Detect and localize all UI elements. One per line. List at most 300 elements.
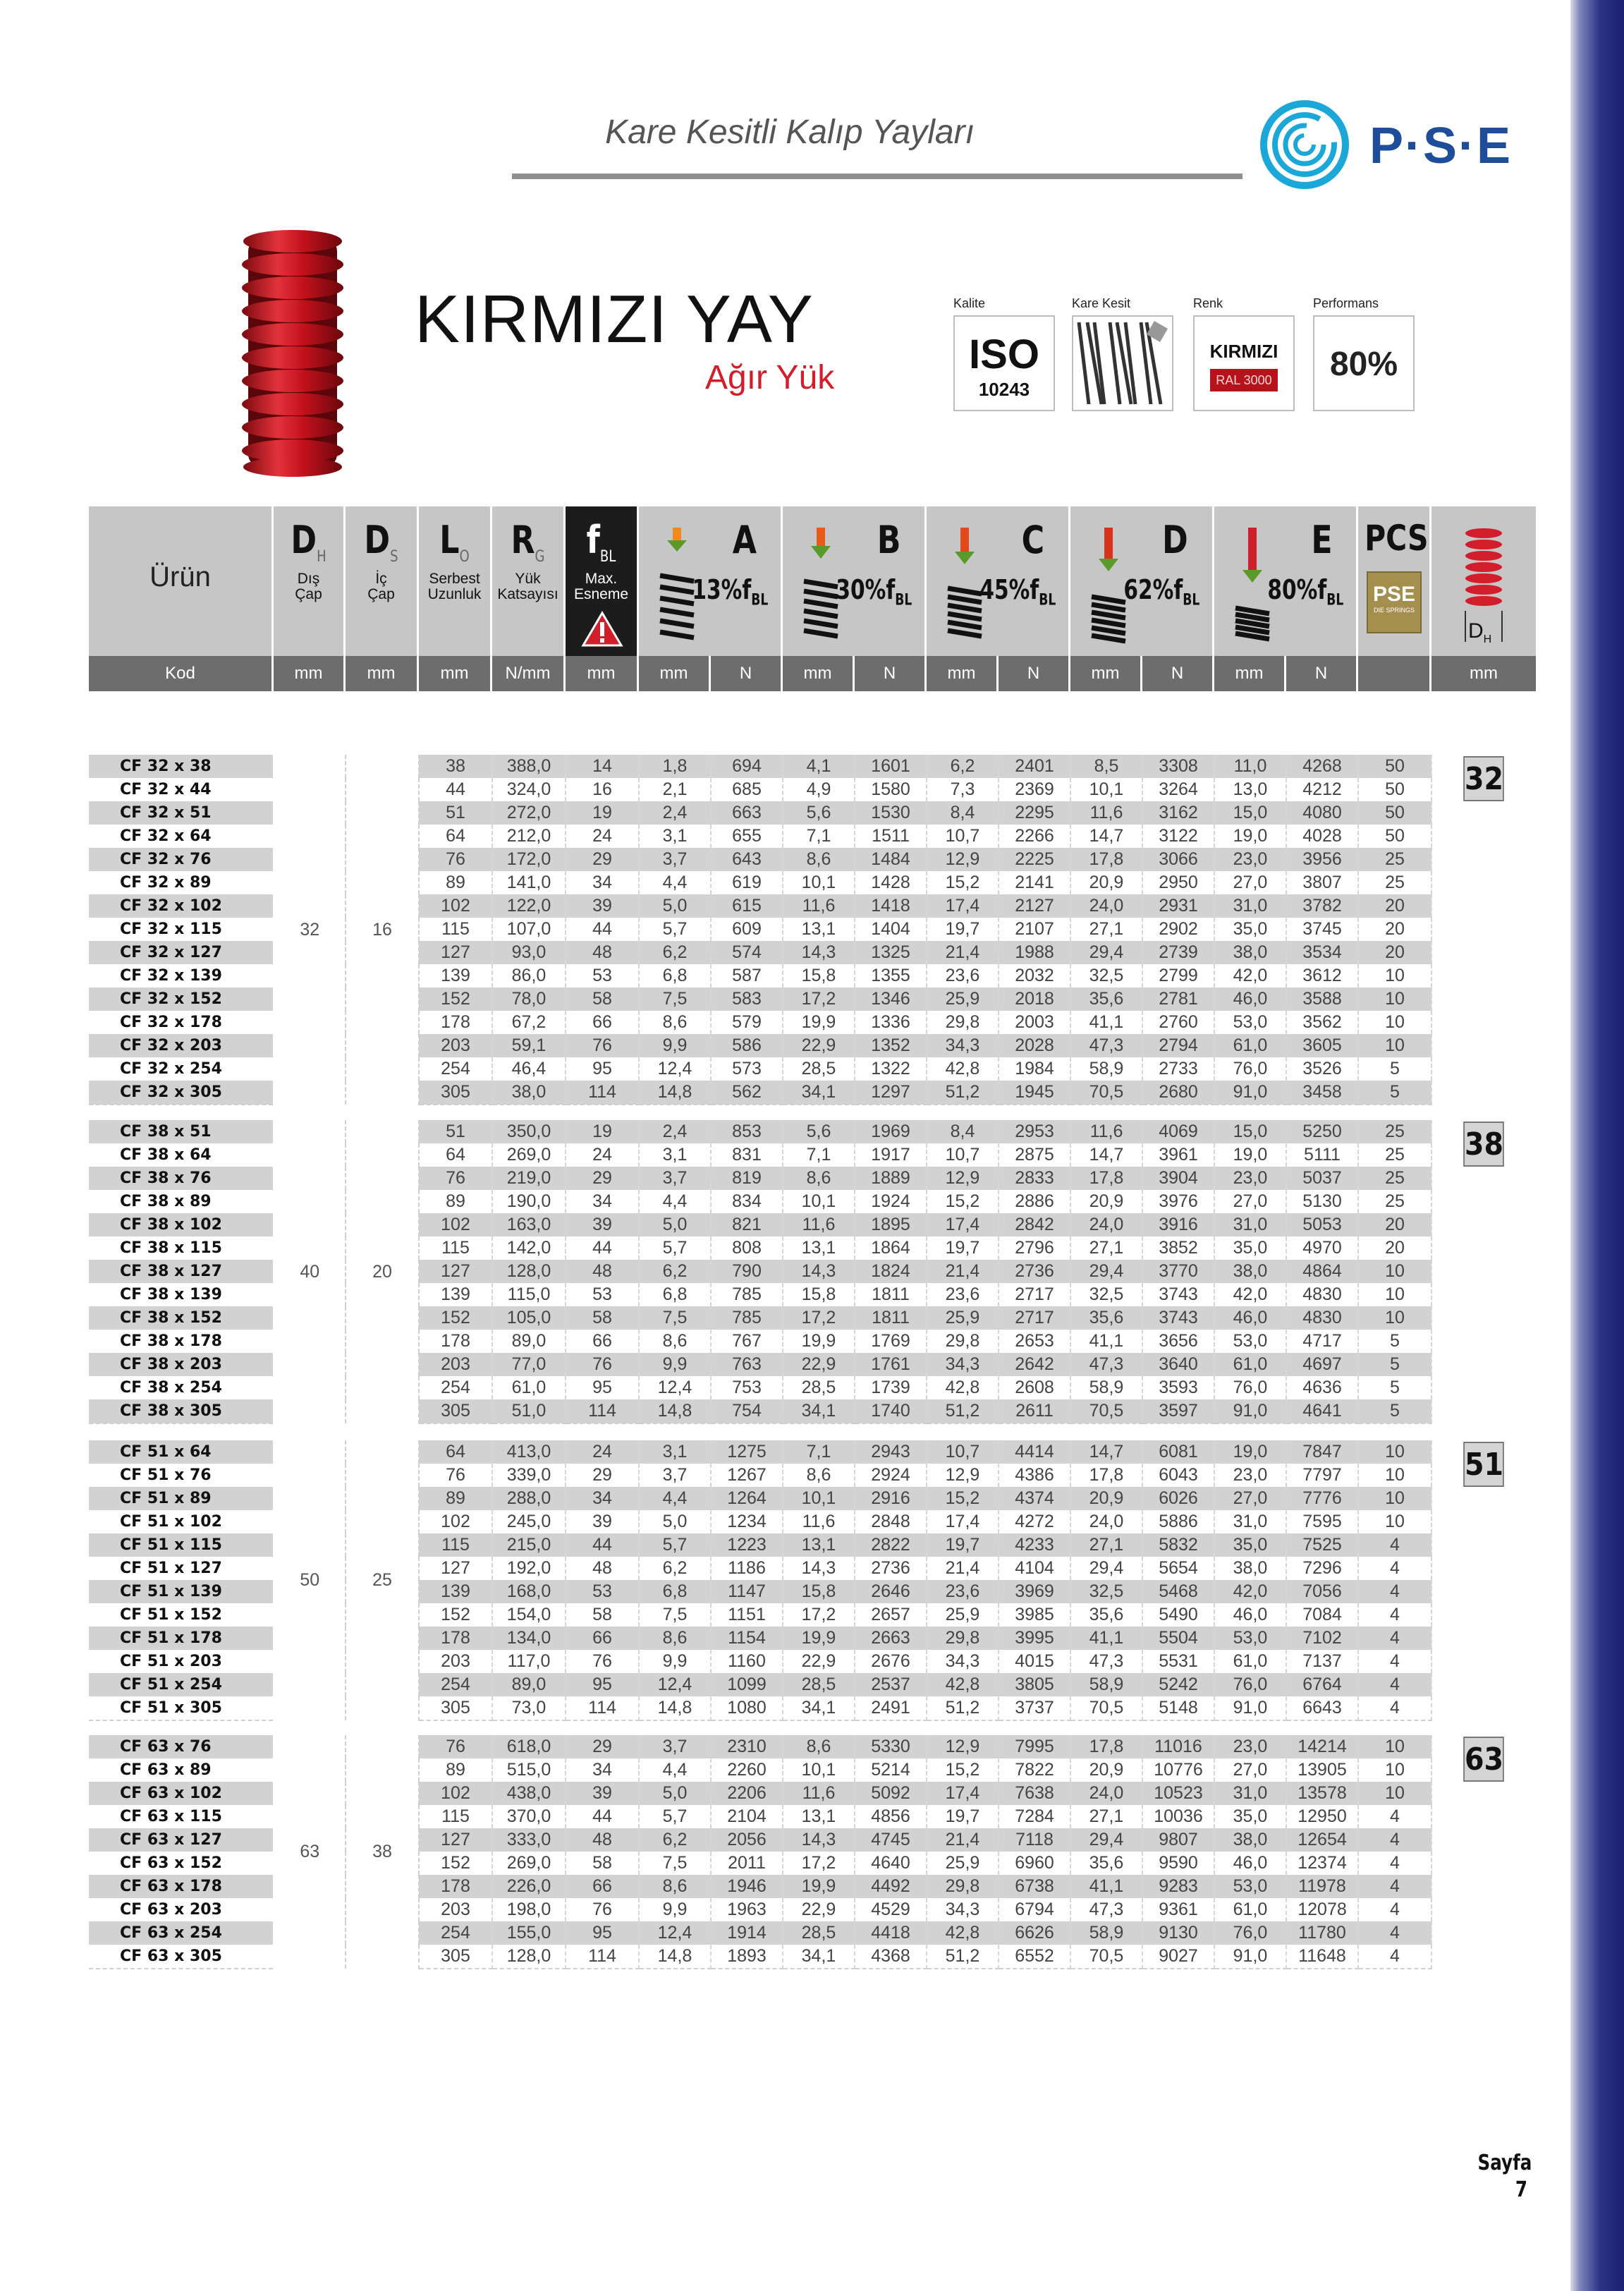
table-cell: 23,6 (927, 964, 999, 988)
table-cell: 28,5 (783, 1376, 855, 1399)
table-cell: 2657 (855, 1603, 927, 1627)
table-cell: 790 (711, 1260, 783, 1283)
table-cell: 2886 (999, 1190, 1070, 1213)
table-cell: 61,0 (492, 1376, 566, 1399)
table-cell: 2848 (855, 1510, 927, 1533)
table-cell: 48 (566, 941, 639, 964)
table-cell: 834 (711, 1190, 783, 1213)
table-header (89, 506, 1536, 694)
table-cell: 2799 (1142, 964, 1214, 988)
table-cell: 19 (566, 801, 639, 825)
table-cell: 269,0 (492, 1852, 566, 1875)
table-cell: 3782 (1286, 894, 1358, 918)
table-cell: 7595 (1286, 1510, 1358, 1533)
table-cell: 3995 (999, 1627, 1070, 1650)
table-cell: 58 (566, 1306, 639, 1330)
table-cell: 19,7 (927, 1533, 999, 1557)
table-cell: 42,8 (927, 1673, 999, 1696)
table-cell: 4233 (999, 1533, 1070, 1557)
table-cell: 7284 (999, 1805, 1070, 1828)
table-cell: 3743 (1142, 1306, 1214, 1330)
table-cell: 51,2 (927, 1696, 999, 1720)
table-cell: 4641 (1286, 1399, 1358, 1423)
table-cell: 12,9 (927, 848, 999, 871)
table-cell: 3,1 (639, 825, 711, 848)
table-cell: 2739 (1142, 941, 1214, 964)
spring-code: CF 51 x 254 (89, 1673, 274, 1696)
table-cell: 5,0 (639, 1213, 711, 1236)
table-cell: 1325 (855, 941, 927, 964)
table-cell: 4015 (999, 1650, 1070, 1673)
table-cell: 23,6 (927, 1580, 999, 1603)
table-cell: 5330 (855, 1735, 927, 1758)
table-cell: 4,4 (639, 1487, 711, 1510)
table-cell: 29,4 (1070, 1260, 1142, 1283)
table-cell: 10,1 (783, 1190, 855, 1213)
table-cell: 15,0 (1214, 1120, 1286, 1143)
table-cell: 41,1 (1070, 1330, 1142, 1353)
table-cell: 122,0 (492, 894, 566, 918)
table-cell: 6,2 (639, 1557, 711, 1580)
spring-code: CF 38 x 178 (89, 1330, 274, 1353)
table-cell: 34,3 (927, 1353, 999, 1376)
table-cell: 5 (1358, 1376, 1431, 1399)
unit-b-n: N (855, 656, 927, 691)
table-cell: 14,7 (1070, 1143, 1142, 1167)
table-cell: 28,5 (783, 1673, 855, 1696)
spring-code: CF 63 x 178 (89, 1875, 274, 1898)
table-cell: 4 (1358, 1533, 1431, 1557)
iso-number: 10243 (978, 379, 1030, 400)
table-cell: 23,0 (1214, 848, 1286, 871)
table-cell: 27,1 (1070, 1533, 1142, 1557)
table-cell: 6794 (999, 1898, 1070, 1921)
square-wire-icon (1073, 317, 1172, 410)
table-cell: 95 (566, 1673, 639, 1696)
header-column-b: B $30\%f_{BL}$ (783, 506, 927, 656)
table-cell: 89,0 (492, 1330, 566, 1353)
table-cell: 28,5 (783, 1921, 855, 1945)
table-cell: 19,0 (1214, 1143, 1286, 1167)
table-cell: 139 (419, 1283, 492, 1306)
table-cell: 9,9 (639, 1034, 711, 1057)
table-cell: 7847 (1286, 1440, 1358, 1464)
table-cell: 4830 (1286, 1306, 1358, 1330)
table-cell: 339,0 (492, 1464, 566, 1487)
table-cell: 7,5 (639, 1603, 711, 1627)
table-cell: 618,0 (492, 1735, 566, 1758)
spring-code: CF 63 x 254 (89, 1921, 274, 1945)
table-cell: 1186 (711, 1557, 783, 1580)
header-column-d: D $62\%f_{BL}$ (1070, 506, 1214, 656)
table-cell: 152 (419, 1306, 492, 1330)
table-cell: 12950 (1286, 1805, 1358, 1828)
header-outer-diameter: $D_H$ Dış Çap (274, 506, 346, 656)
table-cell: 20 (1358, 941, 1431, 964)
table-cell: 1336 (855, 1011, 927, 1034)
spring-code: CF 32 x 102 (89, 894, 274, 918)
table-cell: 1234 (711, 1510, 783, 1533)
table-cell: 91,0 (1214, 1945, 1286, 1969)
table-cell: 89,0 (492, 1673, 566, 1696)
table-cell: 127 (419, 941, 492, 964)
table-cell: 619 (711, 871, 783, 894)
table-cell: 61,0 (1214, 1898, 1286, 1921)
table-cell: 95 (566, 1057, 639, 1081)
table-cell: 3852 (1142, 1236, 1214, 1260)
table-cell: 11780 (1286, 1921, 1358, 1945)
table-cell: 46,0 (1214, 1603, 1286, 1627)
table-cell: 4 (1358, 1828, 1431, 1852)
table-cell: 4856 (855, 1805, 927, 1828)
table-cell: 11648 (1286, 1945, 1358, 1969)
table-cell: 5 (1358, 1057, 1431, 1081)
table-cell: 1984 (999, 1057, 1070, 1081)
header-column-e: E $80\%f_{BL}$ (1214, 506, 1358, 656)
spring-code: CF 32 x 64 (89, 825, 274, 848)
unit-e-mm: mm (1214, 656, 1286, 691)
table-cell: 8,5 (1070, 755, 1142, 778)
table-cell: 24 (566, 1143, 639, 1167)
table-cell: 67,2 (492, 1011, 566, 1034)
table-cell: 3,7 (639, 848, 711, 871)
spring-code: CF 63 x 115 (89, 1805, 274, 1828)
table-cell: 11,6 (1070, 801, 1142, 825)
spring-code: CF 51 x 89 (89, 1487, 274, 1510)
table-cell: 2491 (855, 1696, 927, 1720)
table-cell: 152 (419, 1603, 492, 1627)
table-cell: 579 (711, 1011, 783, 1034)
table-cell: 29,8 (927, 1875, 999, 1898)
table-cell: 31,0 (1214, 894, 1286, 918)
table-cell: 5,6 (783, 1120, 855, 1143)
table-cell: 1914 (711, 1921, 783, 1945)
table-cell: 102 (419, 1510, 492, 1533)
table-cell: 15,8 (783, 1580, 855, 1603)
table-cell: 8,6 (639, 1627, 711, 1650)
table-cell: 29,8 (927, 1627, 999, 1650)
table-cell: 192,0 (492, 1557, 566, 1580)
table-cell: 22,9 (783, 1353, 855, 1376)
table-cell: 212,0 (492, 825, 566, 848)
table-cell: 11,6 (783, 894, 855, 918)
table-cell: 35,6 (1070, 1603, 1142, 1627)
table-cell: 41,1 (1070, 1627, 1142, 1650)
table-cell: 117,0 (492, 1650, 566, 1673)
table-cell: 562 (711, 1081, 783, 1105)
table-cell: 42,0 (1214, 1580, 1286, 1603)
table-cell: 1322 (855, 1057, 927, 1081)
table-cell: 269,0 (492, 1143, 566, 1167)
table-cell: 29,4 (1070, 1828, 1142, 1852)
table-cell: 198,0 (492, 1898, 566, 1921)
table-cell: 27,0 (1214, 1487, 1286, 1510)
table-cell: 23,0 (1214, 1464, 1286, 1487)
table-cell: 19,7 (927, 1236, 999, 1260)
table-cell: 254 (419, 1376, 492, 1399)
table-cell: 58,9 (1070, 1921, 1142, 1945)
table-row (89, 1440, 1431, 1464)
table-cell: 1275 (711, 1440, 783, 1464)
header-column-a: A $13\%f_{BL}$ (639, 506, 783, 656)
table-cell: 23,0 (1214, 1735, 1286, 1758)
table-cell: 7525 (1286, 1533, 1358, 1557)
table-cell: 41,1 (1070, 1875, 1142, 1898)
spring-code: CF 38 x 139 (89, 1283, 274, 1306)
table-cell: 3122 (1142, 825, 1214, 848)
table-cell: 7776 (1286, 1487, 1358, 1510)
table-cell: 25 (1358, 871, 1431, 894)
table-cell: 2225 (999, 848, 1070, 871)
table-cell: 3737 (999, 1696, 1070, 1720)
table-cell: 39 (566, 894, 639, 918)
table-cell: 254 (419, 1921, 492, 1945)
table-cell: 8,4 (927, 1120, 999, 1143)
table-cell: 3,7 (639, 1735, 711, 1758)
table-cell: 2902 (1142, 918, 1214, 941)
section-caption: Kare Kesit (1072, 296, 1131, 310)
table-cell: 38,0 (1214, 1260, 1286, 1283)
table-cell: 76,0 (1214, 1673, 1286, 1696)
table-cell: 1963 (711, 1898, 783, 1921)
table-cell: 134,0 (492, 1627, 566, 1650)
table-cell: 5 (1358, 1399, 1431, 1423)
table-cell: 102 (419, 894, 492, 918)
spring-code: CF 51 x 152 (89, 1603, 274, 1627)
table-cell: 23,0 (1214, 1167, 1286, 1190)
table-cell: 2931 (1142, 894, 1214, 918)
table-cell: 16 (566, 778, 639, 801)
table-cell: 61,0 (1214, 1650, 1286, 1673)
unit-e-n: N (1286, 656, 1358, 691)
spring-code: CF 51 x 102 (89, 1510, 274, 1533)
table-cell: 15,8 (783, 1283, 855, 1306)
table-cell: 2733 (1142, 1057, 1214, 1081)
spring-code: CF 63 x 127 (89, 1828, 274, 1852)
spring-code: CF 38 x 152 (89, 1306, 274, 1330)
table-cell: 76 (566, 1034, 639, 1057)
table-cell: 19,9 (783, 1627, 855, 1650)
inner-diameter-cell: 38 (346, 1735, 419, 1969)
spring-code: CF 38 x 89 (89, 1190, 274, 1213)
table-cell: 25,9 (927, 1603, 999, 1627)
color-name: KIRMIZI (1209, 341, 1278, 362)
table-cell: 25 (1358, 1167, 1431, 1190)
table-cell: 215,0 (492, 1533, 566, 1557)
table-cell: 44 (419, 778, 492, 801)
table-cell: 4069 (1142, 1120, 1214, 1143)
table-cell: 25 (1358, 848, 1431, 871)
table-cell: 35,0 (1214, 1236, 1286, 1260)
table-cell: 25,9 (927, 1306, 999, 1330)
table-cell: 5250 (1286, 1120, 1358, 1143)
table-cell: 3745 (1286, 918, 1358, 941)
table-cell: 42,8 (927, 1376, 999, 1399)
table-cell: 7,3 (927, 778, 999, 801)
table-cell: 2822 (855, 1533, 927, 1557)
table-cell: 141,0 (492, 871, 566, 894)
table-cell: 1160 (711, 1650, 783, 1673)
table-cell: 14,3 (783, 1260, 855, 1283)
table-cell: 152 (419, 988, 492, 1011)
table-cell: 5468 (1142, 1580, 1214, 1603)
table-cell: 819 (711, 1167, 783, 1190)
table-cell: 8,6 (639, 1875, 711, 1898)
table-cell: 6,8 (639, 964, 711, 988)
table-cell: 4745 (855, 1828, 927, 1852)
table-cell: 245,0 (492, 1510, 566, 1533)
table-cell: 34,1 (783, 1081, 855, 1105)
table-cell: 19,7 (927, 1805, 999, 1828)
spring-code: CF 38 x 254 (89, 1376, 274, 1399)
table-cell: 12,4 (639, 1921, 711, 1945)
table-cell: 20 (1358, 1213, 1431, 1236)
table-cell: 14 (566, 755, 639, 778)
table-cell: 10 (1358, 1034, 1431, 1057)
table-cell: 6026 (1142, 1487, 1214, 1510)
table-cell: 21,4 (927, 1260, 999, 1283)
table-cell: 12,4 (639, 1057, 711, 1081)
table-cell: 51 (419, 1120, 492, 1143)
table-cell: 142,0 (492, 1236, 566, 1260)
table-cell: 1739 (855, 1376, 927, 1399)
table-cell: 10523 (1142, 1782, 1214, 1805)
table-cell: 767 (711, 1330, 783, 1353)
table-cell: 34,1 (783, 1399, 855, 1423)
header-spring-rate: $R_G$ Yük Katsayısı (492, 506, 566, 656)
table-cell: 2011 (711, 1852, 783, 1875)
table-cell: 10,7 (927, 825, 999, 848)
table-cell: 2056 (711, 1828, 783, 1852)
table-cell: 27,1 (1070, 1236, 1142, 1260)
table-cell: 5,0 (639, 1782, 711, 1805)
table-cell: 438,0 (492, 1782, 566, 1805)
table-cell: 6626 (999, 1921, 1070, 1945)
table-cell: 333,0 (492, 1828, 566, 1852)
table-cell: 3534 (1286, 941, 1358, 964)
table-cell: 29 (566, 1167, 639, 1190)
table-cell: 29,8 (927, 1011, 999, 1034)
spring-code: CF 38 x 127 (89, 1260, 274, 1283)
table-cell: 9130 (1142, 1921, 1214, 1945)
table-cell: 2680 (1142, 1081, 1214, 1105)
table-cell: 583 (711, 988, 783, 1011)
table-cell: 3597 (1142, 1399, 1214, 1423)
table-cell: 15,8 (783, 964, 855, 988)
table-cell: 61,0 (1214, 1353, 1286, 1376)
table-cell: 3612 (1286, 964, 1358, 988)
table-cell: 3743 (1142, 1283, 1214, 1306)
table-cell: 12,9 (927, 1167, 999, 1190)
table-cell: 4 (1358, 1875, 1431, 1898)
table-cell: 17,2 (783, 1306, 855, 1330)
table-cell: 64 (419, 825, 492, 848)
iso-badge (953, 315, 1055, 411)
table-cell: 2781 (1142, 988, 1214, 1011)
table-cell: 27,0 (1214, 871, 1286, 894)
table-cell: 25 (1358, 1143, 1431, 1167)
table-cell: 46,0 (1214, 1852, 1286, 1875)
table-cell: 115 (419, 918, 492, 941)
table-cell: 3588 (1286, 988, 1358, 1011)
table-cell: 2310 (711, 1735, 783, 1758)
table-cell: 7,5 (639, 988, 711, 1011)
table-cell: 76 (419, 1167, 492, 1190)
table-cell: 13905 (1286, 1758, 1358, 1782)
table-cell: 24,0 (1070, 1782, 1142, 1805)
table-cell: 4970 (1286, 1236, 1358, 1260)
table-cell: 11016 (1142, 1735, 1214, 1758)
table-cell: 25 (1358, 1120, 1431, 1143)
table-cell: 1889 (855, 1167, 927, 1190)
table-cell: 34 (566, 1487, 639, 1510)
table-cell: 11,6 (783, 1213, 855, 1236)
table-cell: 48 (566, 1557, 639, 1580)
table-cell: 17,8 (1070, 1464, 1142, 1487)
table-cell: 3526 (1286, 1057, 1358, 1081)
table-cell: 5,0 (639, 894, 711, 918)
table-cell: 59,1 (492, 1034, 566, 1057)
table-cell: 4 (1358, 1898, 1431, 1921)
table-cell: 25,9 (927, 1852, 999, 1875)
table-cell: 2018 (999, 988, 1070, 1011)
table-cell: 14,3 (783, 1828, 855, 1852)
table-cell: 20,9 (1070, 1758, 1142, 1782)
table-cell: 2736 (999, 1260, 1070, 1283)
table-cell: 14214 (1286, 1735, 1358, 1758)
table-cell: 38,0 (1214, 1828, 1286, 1852)
table-cell: 21,4 (927, 1828, 999, 1852)
table-cell: 50 (1358, 801, 1431, 825)
pse-box-icon: PSE DIE SPRINGS (1367, 571, 1422, 633)
table-cell: 1346 (855, 988, 927, 1011)
table-cell: 5092 (855, 1782, 927, 1805)
spring-code: CF 51 x 178 (89, 1627, 274, 1650)
table-cell: 4080 (1286, 801, 1358, 825)
table-cell: 46,4 (492, 1057, 566, 1081)
table-cell: 1147 (711, 1580, 783, 1603)
table-cell: 13,0 (1214, 778, 1286, 801)
table-cell: 70,5 (1070, 1081, 1142, 1105)
table-cell: 9,9 (639, 1353, 711, 1376)
table-cell: 8,6 (783, 848, 855, 871)
table-cell: 1264 (711, 1487, 783, 1510)
performance-value: 80% (1329, 346, 1398, 383)
table-cell: 388,0 (492, 755, 566, 778)
table-cell: 1223 (711, 1533, 783, 1557)
group-size-label: 51 (1463, 1442, 1504, 1487)
table-cell: 4386 (999, 1464, 1070, 1487)
table-cell: 24,0 (1070, 1510, 1142, 1533)
table-cell: 2107 (999, 918, 1070, 941)
table-cell: 154,0 (492, 1603, 566, 1627)
spring-code: CF 63 x 102 (89, 1782, 274, 1805)
unit-c-n: N (999, 656, 1070, 691)
table-cell: 17,8 (1070, 848, 1142, 871)
table-cell: 2,4 (639, 1120, 711, 1143)
iso-label: ISO (969, 332, 1039, 377)
unit-fbl: mm (566, 656, 639, 691)
spring-code: CF 63 x 89 (89, 1758, 274, 1782)
ral-code: RAL 3000 (1210, 369, 1278, 391)
table-cell: 35,0 (1214, 918, 1286, 941)
table-cell: 11978 (1286, 1875, 1358, 1898)
table-cell: 4 (1358, 1580, 1431, 1603)
spring-code: CF 32 x 152 (89, 988, 274, 1011)
table-cell: 203 (419, 1650, 492, 1673)
table-cell: 2,1 (639, 778, 711, 801)
table-cell: 3066 (1142, 848, 1214, 871)
